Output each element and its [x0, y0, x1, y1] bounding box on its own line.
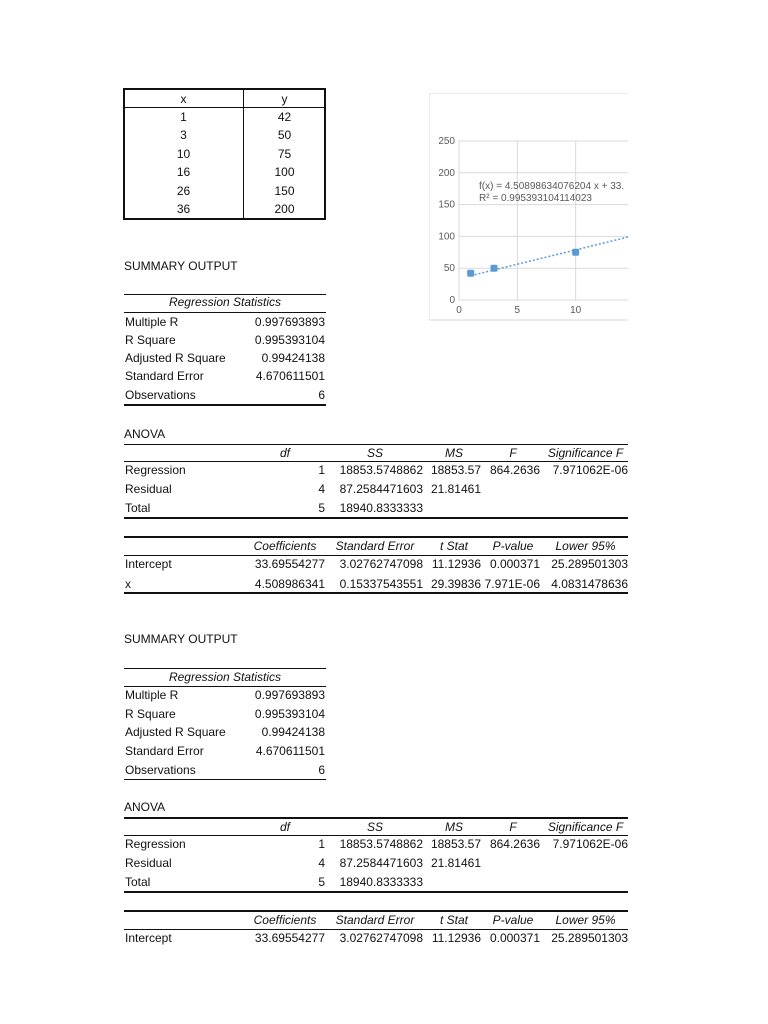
anova-df: 5	[318, 875, 325, 889]
coef-lower-95: 4.0831478636	[551, 577, 628, 591]
anova-title: ANOVA	[124, 800, 166, 814]
xy-cell-y: 200	[274, 202, 295, 216]
coef-standard-error: 3.02762747098	[339, 557, 423, 571]
anova-df: 1	[318, 837, 325, 851]
coef-p-value: 7.971E-06	[484, 577, 540, 591]
table-rule	[124, 668, 326, 669]
stat-value: 4.670611501	[255, 744, 325, 758]
anova-header-significance: Significance F	[547, 820, 624, 834]
anova-sig: 7.971062E-06	[552, 837, 628, 851]
xy-cell-x: 16	[176, 165, 191, 179]
xy-cell-x: 3	[180, 128, 187, 142]
coef-row-label: Intercept	[125, 557, 172, 571]
coef-header-coefficients: Coefficients	[253, 539, 317, 553]
table-rule	[124, 461, 628, 462]
y-tick-label: 200	[438, 167, 455, 179]
anova-ss: 18853.5748862	[339, 463, 423, 477]
summary-output-title: SUMMARY OUTPUT	[124, 259, 238, 273]
regression-statistics-header: Regression Statistics	[168, 670, 282, 684]
anova-df: 5	[318, 501, 325, 515]
coef-row-label: x	[125, 577, 131, 591]
xy-cell-x: 26	[176, 184, 191, 198]
anova-sig: 7.971062E-06	[552, 463, 628, 477]
anova-df: 4	[318, 482, 325, 496]
coef-lower-95: 25.289501303	[551, 557, 628, 571]
anova-ms: 21.81461	[430, 856, 481, 870]
coef-standard-error: 3.02762747098	[339, 931, 423, 945]
coef-lower-95: 25.289501303	[551, 931, 628, 945]
anova-header-f: F	[509, 446, 517, 460]
anova-row-label: Total	[125, 875, 151, 889]
stat-label: Standard Error	[125, 369, 204, 383]
stat-value: 0.995393104	[254, 707, 325, 721]
coef-header-lower-95: Lower 95%	[555, 539, 616, 553]
table-rule	[124, 779, 326, 780]
anova-ms: 21.81461	[430, 482, 481, 496]
table-rule	[124, 404, 326, 406]
coef-value: 4.508986341	[254, 577, 325, 591]
anova-header-significance: Significance F	[547, 446, 624, 460]
anova-header-df: df	[279, 820, 290, 834]
anova-ms: 18853.57	[430, 837, 481, 851]
xy-cell-x: 36	[176, 202, 191, 216]
table-rule	[124, 686, 326, 687]
xy-cell-y: 100	[274, 165, 295, 179]
table-rule	[124, 929, 628, 930]
table-rule	[124, 910, 628, 912]
coef-value: 33.69554277	[254, 557, 325, 571]
anova-title: ANOVA	[124, 427, 166, 441]
stat-value: 0.99424138	[261, 725, 325, 739]
xy-cell-y: 50	[277, 128, 292, 142]
data-point[interactable]	[467, 270, 474, 277]
table-rule	[124, 536, 628, 538]
regression-statistics-header: Regression Statistics	[168, 295, 282, 309]
coef-t-stat: 11.12936	[431, 931, 481, 945]
xy-cell-x: 10	[176, 147, 191, 161]
stat-value: 6	[318, 763, 325, 777]
xy-cell-x: 1	[180, 110, 187, 124]
coef-header-p-value: P-value	[492, 913, 534, 927]
coef-header-lower-95: Lower 95%	[555, 913, 616, 927]
table-rule	[124, 891, 628, 893]
table-rule	[124, 444, 628, 445]
stat-label: R Square	[125, 333, 176, 347]
stat-value: 0.997693893	[254, 315, 325, 329]
trendline-r2-label: R² = 0.995393104114023	[479, 193, 592, 204]
stat-label: Adjusted R Square	[125, 351, 226, 365]
anova-row-label: Total	[125, 501, 151, 515]
table-rule	[124, 517, 628, 519]
anova-ss: 87.2584471603	[339, 856, 423, 870]
xy-header-y: y	[281, 92, 288, 106]
table-rule	[124, 312, 326, 313]
stat-value: 4.670611501	[255, 369, 325, 383]
stat-value: 6	[318, 388, 325, 402]
y-tick-label: 0	[449, 295, 455, 306]
xy-cell-y: 150	[274, 184, 295, 198]
table-rule	[124, 817, 628, 819]
coef-t-stat: 11.12936	[431, 557, 481, 571]
coef-row-label: Intercept	[125, 931, 172, 945]
table-rule	[124, 592, 628, 594]
xy-cell-y: 75	[277, 147, 292, 161]
anova-ms: 18853.57	[430, 463, 481, 477]
coef-value: 33.69554277	[254, 931, 325, 945]
x-tick-label: 10	[570, 305, 582, 316]
stat-label: Adjusted R Square	[125, 725, 226, 739]
anova-f: 864.2636	[489, 463, 540, 477]
anova-ss: 87.2584471603	[339, 482, 423, 496]
trendline-equation-label: f(x) = 4.50898634076204 x + 33.	[479, 181, 625, 192]
anova-f: 864.2636	[489, 837, 540, 851]
coef-header-t-stat: t Stat	[439, 539, 468, 553]
stat-label: Multiple R	[125, 315, 179, 329]
anova-row-label: Residual	[125, 856, 172, 870]
stat-label: Standard Error	[125, 744, 204, 758]
anova-header-f: F	[509, 820, 517, 834]
coef-header-t-stat: t Stat	[439, 913, 468, 927]
stat-label: Multiple R	[125, 688, 179, 702]
table-rule	[124, 555, 628, 556]
anova-header-ss: SS	[366, 820, 383, 834]
xy-header-rule	[124, 107, 325, 108]
anova-header-df: df	[279, 446, 290, 460]
stat-value: 0.995393104	[254, 333, 325, 347]
table-rule	[124, 835, 628, 836]
y-tick-label: 50	[443, 263, 455, 275]
coef-standard-error: 0.15337543551	[339, 577, 423, 591]
stat-label: Observations	[125, 388, 196, 402]
xy-cell-y: 42	[277, 110, 292, 124]
y-tick-label: 250	[438, 136, 455, 147]
coef-p-value: 0.000371	[489, 931, 540, 945]
coef-header-standard-error: Standard Error	[335, 539, 415, 553]
coef-header-standard-error: Standard Error	[335, 913, 415, 927]
scatter-chart[interactable]	[429, 93, 628, 321]
anova-header-ss: SS	[366, 446, 383, 460]
anova-row-label: Regression	[125, 837, 186, 851]
stat-label: R Square	[125, 707, 176, 721]
x-tick-label: 0	[456, 305, 462, 316]
y-tick-label: 100	[438, 231, 455, 243]
y-tick-label: 150	[438, 199, 455, 211]
xy-header-x: x	[180, 92, 187, 106]
anova-df: 1	[318, 463, 325, 477]
coef-t-stat: 29.39836	[430, 577, 481, 591]
anova-row-label: Residual	[125, 482, 172, 496]
anova-df: 4	[318, 856, 325, 870]
anova-row-label: Regression	[125, 463, 186, 477]
anova-ss: 18940.8333333	[339, 501, 423, 515]
data-point[interactable]	[572, 249, 579, 256]
x-tick-label: 5	[514, 305, 521, 316]
stat-value: 0.99424138	[261, 351, 325, 365]
stat-label: Observations	[125, 763, 196, 777]
data-point[interactable]	[491, 265, 498, 272]
coef-header-p-value: P-value	[492, 539, 534, 553]
anova-header-ms: MS	[445, 446, 463, 460]
stat-value: 0.997693893	[254, 688, 325, 702]
coef-p-value: 0.000371	[489, 557, 540, 571]
anova-ss: 18853.5748862	[339, 837, 423, 851]
anova-ss: 18940.8333333	[339, 875, 423, 889]
coef-header-coefficients: Coefficients	[253, 913, 317, 927]
summary-output-title: SUMMARY OUTPUT	[124, 632, 238, 646]
anova-header-ms: MS	[445, 820, 463, 834]
